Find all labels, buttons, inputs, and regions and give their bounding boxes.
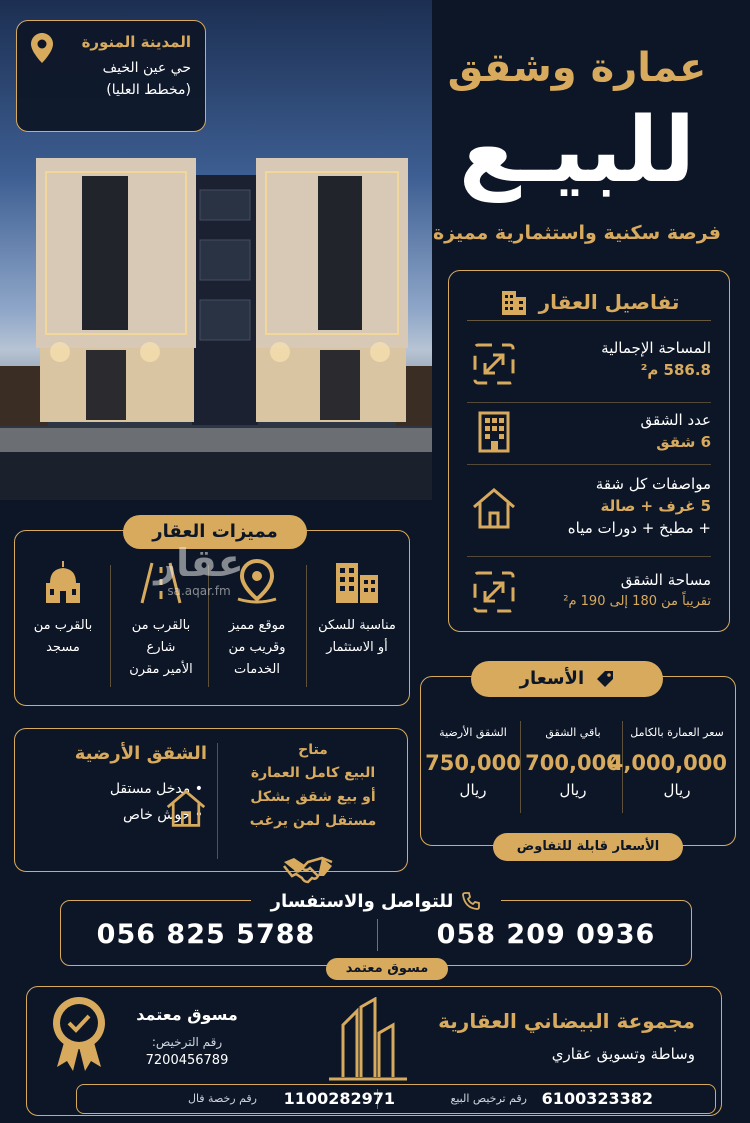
- property-details-title: تفاصيل العقار: [538, 289, 680, 314]
- fal-license-number: 1100282971: [283, 1089, 395, 1108]
- detail-label: مساحة الشقق: [620, 571, 711, 589]
- location-city: المدينة المنورة: [81, 33, 191, 51]
- subtitle: فرصة سكنية واستثمارية مميزة: [432, 222, 722, 244]
- location-card: [16, 20, 206, 132]
- location-plan: (مخطط العليا): [106, 82, 191, 98]
- price-value: 4,000,000: [608, 751, 727, 775]
- contact-card: [60, 890, 692, 966]
- availability-line: البيع كامل العمارة: [250, 765, 376, 781]
- license-bar: [76, 1084, 716, 1114]
- ground-divider: [217, 743, 218, 859]
- sale-license-number: 6100323382: [541, 1089, 653, 1108]
- sale-license-label: رقم ترخيص البيع: [450, 1092, 527, 1105]
- phone-divider: [377, 919, 378, 951]
- price-value: 700,000: [525, 751, 621, 775]
- building-icon: [499, 287, 529, 317]
- detail-value: 6 شقق: [656, 433, 711, 451]
- detail-row-apartment-area: [467, 557, 711, 627]
- availability-block: [233, 739, 393, 833]
- watermark-logo: عقار: [154, 541, 244, 585]
- detail-value: 5 غرف + صالة: [600, 497, 711, 515]
- property-details-header: [467, 283, 711, 321]
- feature-line: موقع مميز: [228, 618, 286, 633]
- price-unit: ريال: [559, 781, 587, 799]
- detail-value-extra: + مطبخ + دورات مياه: [567, 519, 711, 537]
- price-label: باقي الشقق: [545, 726, 601, 739]
- property-details-card: [448, 270, 730, 632]
- mosque-icon: [38, 559, 88, 605]
- title-line-1: عمارة وشقق: [447, 45, 707, 91]
- detail-label: مواصفات كل شقة: [595, 475, 711, 493]
- company-tagline: وساطة وتسويق عقاري: [551, 1045, 695, 1063]
- broker-title: مسوق معتمد: [136, 1005, 238, 1024]
- negotiable-badge: الأسعار قابلة للتفاوض: [493, 833, 683, 861]
- company-logo-icon: [323, 997, 413, 1083]
- buildings-icon: [332, 559, 382, 605]
- contact-header: [251, 887, 501, 915]
- handshake-icon: [282, 852, 334, 888]
- company-name: مجموعة البيضاني العقارية: [438, 1009, 695, 1033]
- contact-title: للتواصل والاستفسار: [270, 890, 454, 912]
- detail-label: المساحة الإجمالية: [601, 339, 711, 357]
- phone-number-2[interactable]: 056 825 5788: [96, 919, 316, 950]
- detail-label: عدد الشقق: [640, 411, 711, 429]
- ground-floor-feature: • مدخل مستقل: [27, 776, 207, 802]
- broker-license-number: 7200456789: [145, 1053, 229, 1068]
- feature-residence-investment: [309, 559, 405, 699]
- feature-line: مناسبة للسكن: [318, 618, 396, 633]
- feature-line: بالقرب من: [131, 618, 191, 633]
- expand-arrows-icon: [471, 569, 517, 615]
- feature-line: أو الاستثمار: [326, 640, 388, 655]
- location-district: حي عين الخيف: [102, 60, 191, 76]
- feature-line: الأمير مقرن: [129, 662, 193, 677]
- prices-title-text: الأسعار: [519, 668, 585, 689]
- price-value: 750,000: [425, 751, 521, 775]
- phone-number-1[interactable]: 058 209 0936: [436, 919, 656, 950]
- building-icon: [471, 409, 517, 455]
- price-other-apartments: [523, 725, 623, 801]
- detail-row-apartment-count: [467, 403, 711, 465]
- detail-row-total-area: [467, 329, 711, 403]
- accredited-marketer-badge: مسوق معتمد: [326, 958, 448, 980]
- price-unit: ريال: [459, 781, 487, 799]
- watermark-url: sa.aqar.fm: [167, 584, 231, 598]
- feature-line: الخدمات: [234, 662, 280, 677]
- ground-floor-feature: • حوش خاص: [27, 802, 207, 828]
- availability-line: أو بيع شقق بشكل: [250, 789, 376, 805]
- feature-near-mosque: [15, 559, 111, 699]
- price-label: سعر العمارة بالكامل: [630, 726, 724, 739]
- location-pin-icon: [31, 33, 53, 63]
- price-unit: ريال: [663, 781, 691, 799]
- feature-line: مسجد: [46, 640, 80, 655]
- prices-title: [471, 661, 663, 697]
- phone-icon: [461, 891, 481, 911]
- fal-license-label: رقم رخصة فال: [187, 1092, 257, 1105]
- availability-title: متاح: [298, 742, 328, 758]
- feature-line: بالقرب من: [33, 618, 93, 633]
- expand-arrows-icon: [471, 341, 517, 387]
- prices-card: [420, 668, 736, 854]
- price-label: الشقق الأرضية: [439, 726, 507, 739]
- ground-floor-title: الشقق الأرضية: [74, 743, 207, 764]
- feature-line: وقريب من: [228, 640, 286, 655]
- house-icon: [165, 787, 207, 829]
- broker-license-label: رقم الترخيص:: [151, 1035, 223, 1049]
- detail-value: تقريباً من 180 إلى 190 م²: [563, 594, 711, 609]
- watermark: [134, 542, 264, 598]
- price-ground-apartments: [423, 725, 523, 801]
- ground-floor-card: [14, 728, 408, 872]
- features-title: مميزات العقار: [123, 515, 307, 549]
- house-icon: [471, 485, 517, 531]
- detail-value: 586.8 م²: [640, 361, 711, 379]
- certified-badge-icon: [51, 995, 107, 1071]
- feature-line: شارع: [146, 640, 176, 655]
- title-line-2: للبيـع: [458, 98, 696, 203]
- detail-row-apartment-specs: [467, 465, 711, 557]
- availability-line: مستقل لمن يرغب: [249, 813, 377, 829]
- feature-divider: [306, 565, 307, 687]
- price-tag-icon: [596, 670, 614, 688]
- price-full-building: [608, 725, 727, 801]
